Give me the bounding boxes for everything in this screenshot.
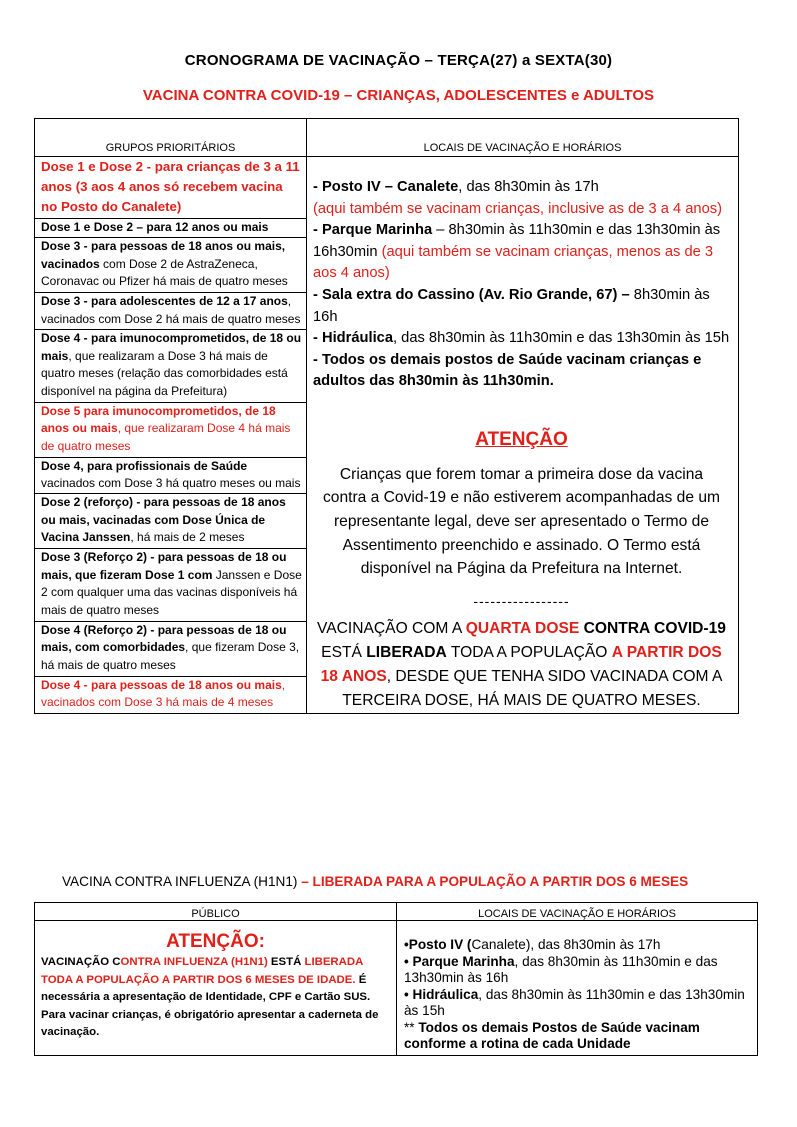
location-hours: , das 8h30min às 17h bbox=[458, 179, 599, 195]
group-text: Dose 3 - para adolescentes de 12 a 17 anos bbox=[41, 294, 288, 309]
group-detail: , que realizaram a Dose 3 há mais de quatro meses (relação das comorbidades está disponível na página da Prefeitura) bbox=[41, 348, 288, 398]
location-hours: , das 8h30min às 11h30min e das 13h30min às 15h bbox=[393, 330, 730, 347]
location-name: • Hidráulica bbox=[404, 986, 479, 1002]
location-hours: Canalete), das 8h30min às 17h bbox=[471, 937, 661, 952]
location-name: - Hidráulica bbox=[313, 330, 393, 347]
group-dose-4-immunocompromised bbox=[35, 330, 307, 403]
location-parque-marinha bbox=[313, 220, 730, 285]
flu-location-hidraulica bbox=[404, 987, 751, 1020]
attention-heading bbox=[313, 429, 730, 453]
location-hours: 8h30min às 16h bbox=[313, 286, 710, 325]
notice-part: QUARTA DOSE bbox=[465, 619, 580, 637]
location-prefix: ** bbox=[404, 1019, 419, 1035]
notice-part: ESTÁ bbox=[321, 643, 367, 661]
page-title: CRONOGRAMA DE VACINAÇÃO – TERÇA(27) a SEXTA(30) bbox=[184, 52, 613, 69]
group-detail: , há mais de 2 meses bbox=[130, 530, 245, 545]
covid-schedule-table bbox=[34, 118, 739, 714]
notice-part: TODA A POPULAÇÃO bbox=[446, 643, 612, 661]
location-note: (aqui também se vacinam crianças, inclusive as de 3 a 4 anos) bbox=[313, 200, 722, 217]
notice-part: A PARTIR DOS 18 ANOS bbox=[320, 643, 722, 685]
group-dose-4-comorbidities bbox=[35, 621, 307, 676]
location-name: - Posto IV – Canalete bbox=[313, 179, 459, 195]
header-locations: LOCAIS DE VACINAÇÃO E HORÁRIOS bbox=[307, 119, 739, 157]
group-detail: Janssen bbox=[212, 567, 261, 582]
group-dose-1-2-children bbox=[35, 157, 307, 219]
notice-part: , DESDE QUE TENHA SIDO VACINADA COM A TERCEIRA DOSE, HÁ MAIS DE QUATRO MESES. bbox=[342, 667, 723, 709]
header-groups: GRUPOS PRIORITÁRIOS bbox=[35, 119, 307, 157]
group-detail: , vacinados com Dose 2 há mais de quatro meses bbox=[41, 294, 301, 326]
group-dose-1-2-12plus bbox=[35, 219, 307, 238]
separator: ----------------- bbox=[473, 593, 570, 610]
header-locations: LOCAIS DE VACINAÇÃO E HORÁRIOS bbox=[397, 903, 758, 921]
group-text: Dose 3 (Reforço 2) - para pessoas de 18 ou mais, que fizeram Dose 1 com bbox=[41, 550, 287, 582]
location-name: • Parque Marinha bbox=[404, 953, 515, 969]
notice-part: CONTRA COVID-19 bbox=[579, 619, 726, 637]
location-hours: , das 8h30min às 11h30min e das 13h30min às 16h bbox=[404, 953, 718, 985]
group-dose-5-immunocompromised bbox=[35, 402, 307, 457]
locations-cell bbox=[307, 157, 739, 714]
influenza-locations-cell bbox=[397, 921, 758, 1056]
group-text: Dose 4, para profissionais de Saúde bbox=[41, 458, 248, 473]
location-name: - Parque Marinha bbox=[313, 222, 433, 239]
group-dose-4-health-workers bbox=[35, 457, 307, 494]
notice-part: VACINAÇÃO COM A bbox=[317, 619, 466, 637]
assent-notice: Crianças que forem tomar a primeira dose da vacina contra a Covid-19 e não estiverem acompanhadas de um representante legal, deve ser apresentado o Termo de Assentimento preenchido e assinado. O Termo está disponível na Página da Prefeitura na Internet. bbox=[322, 465, 720, 578]
public-part: ESTÁ bbox=[267, 956, 305, 968]
fourth-dose-notice bbox=[313, 617, 730, 713]
group-text: Dose 4 - para pessoas de 18 anos ou mais bbox=[41, 677, 282, 692]
group-text: Dose 1 e Dose 2 – para 12 anos ou mais bbox=[41, 220, 269, 235]
group-dose-4-18plus bbox=[35, 676, 307, 713]
group-dose-3-reforco-janssen bbox=[35, 549, 307, 622]
attention-label: ATENÇÃO: bbox=[166, 931, 265, 952]
attention-label: ATENÇÃO bbox=[475, 428, 568, 450]
group-detail: com Dose 2 de AstraZeneca, Coronavac ou Pfizer há mais de quatro meses bbox=[41, 256, 288, 289]
public-part: É necessária a apresentação de Identidade, CPF e Cartão SUS. Para vacinar crianças, é obrigatório apresentar a caderneta de vacinação. bbox=[41, 973, 379, 1038]
location-note: (aqui também se vacinam crianças, menos as de 3 aos 4 anos) bbox=[313, 243, 714, 282]
covid-subtitle: VACINA CONTRA COVID-19 – CRIANÇAS, ADOLESCENTES e ADULTOS bbox=[142, 87, 655, 104]
notice-part: LIBERADA bbox=[366, 643, 447, 661]
group-dose-3-adolescents bbox=[35, 293, 307, 330]
group-detail: vacinados com Dose 3 há quatro meses ou mais bbox=[41, 476, 301, 491]
influenza-table bbox=[34, 902, 758, 1056]
location-sala-cassino bbox=[313, 285, 730, 328]
flu-location-other-posts bbox=[404, 1020, 751, 1053]
group-text: Dose 4 - para imunocomprometidos, de 18 ou mais bbox=[41, 331, 302, 363]
location-name: •Posto IV ( bbox=[404, 937, 472, 952]
location-hours: – 8h30min às 11h30min e das 13h30min às 16h30min bbox=[313, 222, 721, 260]
group-dose-2-janssen bbox=[35, 494, 307, 549]
group-detail: , que fizeram Dose 3, há mais de quatro meses bbox=[41, 640, 300, 672]
group-text: Dose 3 - para pessoas de 18 anos ou mais, vacinados bbox=[41, 239, 286, 271]
group-dose-3-adults bbox=[35, 238, 307, 293]
influenza-title-red: – LIBERADA PARA A POPULAÇÃO A PARTIR DOS 6 MESES bbox=[297, 874, 689, 889]
location-hours: , das 8h30min às 11h30min e das 13h30min às 15h bbox=[404, 986, 745, 1018]
influenza-title-plain: VACINA CONTRA INFLUENZA (H1N1) bbox=[62, 874, 298, 889]
location-posto-iv bbox=[313, 177, 730, 199]
group-text: Dose 1 e Dose 2 - para crianças de 3 a 11 anos (3 aos 4 anos só recebem vacina no Posto do Canalete) bbox=[41, 159, 300, 214]
group-detail: , vacinados com Dose 3 há mais de 4 meses bbox=[41, 677, 286, 710]
public-part: ONTRA INFLUENZA (H1N1) bbox=[120, 956, 268, 968]
flu-location-parque-marinha bbox=[404, 954, 751, 987]
group-detail: e Dose 2 com qualquer uma das vacinas disponíveis há mais de quatro meses bbox=[41, 567, 302, 617]
flu-location-posto-iv bbox=[404, 937, 751, 954]
public-part: LIBERADA TODA A POPULAÇÃO A PARTIR DOS 6 MESES DE IDADE. bbox=[41, 956, 363, 986]
group-detail: , que realizaram Dose 4 há mais de quatro meses bbox=[41, 421, 291, 453]
location-other-posts: - Todos os demais postos de Saúde vacinam crianças e adultos das 8h30min às 11h30min. bbox=[313, 351, 702, 390]
influenza-public-text bbox=[41, 954, 390, 1042]
group-text: Dose 2 (reforço) - para pessoas de 18 anos ou mais, vacinadas com Dose Única de Vacina Janssen bbox=[41, 495, 286, 545]
header-public: PÚBLICO bbox=[35, 903, 397, 921]
influenza-title bbox=[62, 874, 688, 889]
location-name: Todos os demais Postos de Saúde vacinam conforme a rotina de cada Unidade bbox=[404, 1019, 700, 1051]
public-part: VACINAÇÃO C bbox=[41, 956, 121, 968]
group-text: Dose 5 para imunocomprometidos, de 18 anos ou mais bbox=[41, 403, 276, 436]
public-cell bbox=[35, 921, 397, 1056]
group-text: Dose 4 (Reforço 2) - para pessoas de 18 ou mais, com comorbidades bbox=[41, 622, 287, 655]
location-name: - Sala extra do Cassino (Av. Rio Grande, 67) – bbox=[313, 286, 630, 303]
location-hidraulica bbox=[313, 328, 730, 350]
